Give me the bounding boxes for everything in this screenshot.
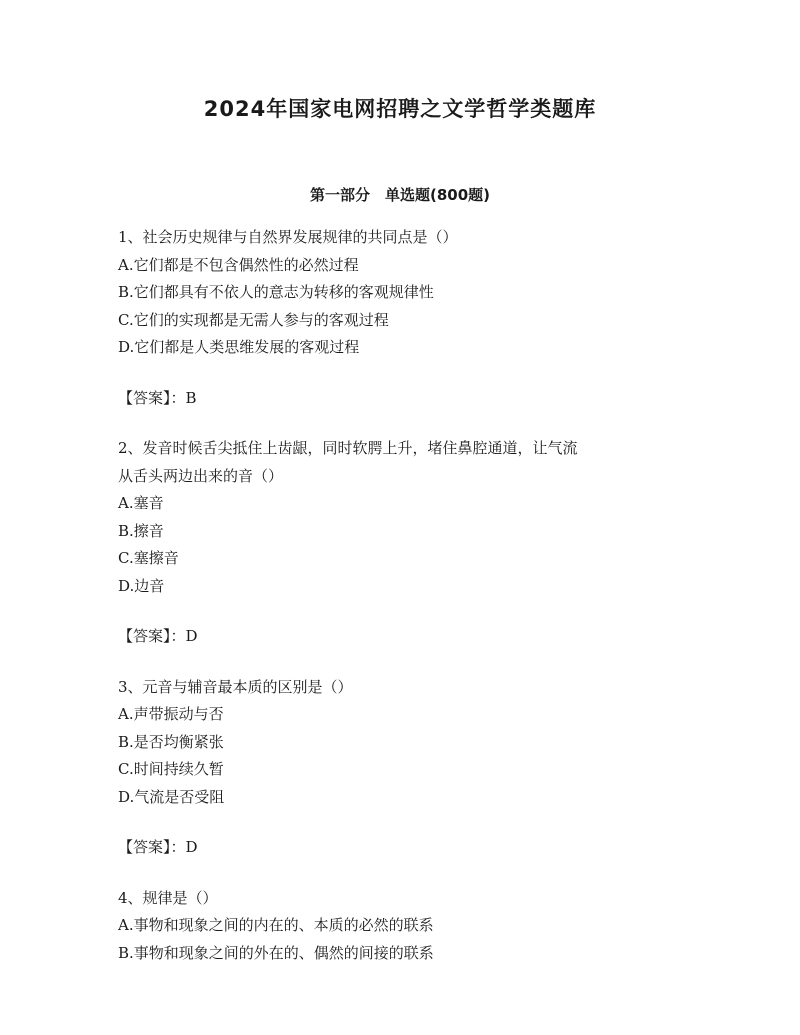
option-c: C.时间持续久暂 bbox=[118, 760, 224, 778]
option-c: C.塞擦音 bbox=[118, 549, 179, 567]
option-b: B.是否均衡紧张 bbox=[118, 732, 224, 751]
answer-line: 【答案】：D bbox=[118, 838, 198, 856]
option-a: A.事物和现象之间的内在的、本质的必然的联系 bbox=[118, 916, 434, 934]
option-b: B.它们都具有不依人的意志为转移的客观规律性 bbox=[118, 283, 434, 301]
question-list bbox=[118, 224, 688, 967]
question-stem: 3、元音与辅音最本质的区别是（） bbox=[118, 677, 353, 696]
question-stem: 4、规律是（） bbox=[118, 888, 218, 907]
option-d: D.气流是否受阻 bbox=[118, 787, 225, 806]
option-d: D.边音 bbox=[118, 576, 165, 595]
question-item bbox=[118, 435, 688, 651]
option-d: D.它们都是人类思维发展的客观过程 bbox=[118, 338, 360, 356]
option-b: B.事物和现象之间的外在的、偶然的间接的联系 bbox=[118, 943, 434, 962]
option-a: A.它们都是不包含偶然性的必然过程 bbox=[118, 255, 359, 274]
option-a: A.塞音 bbox=[118, 494, 164, 512]
question-stem: 1、社会历史规律与自然界发展规律的共同点是（） bbox=[118, 228, 458, 246]
document-title: 2024年国家电网招聘之文学哲学类题库 bbox=[203, 97, 597, 121]
question-item bbox=[118, 674, 688, 862]
question-stem-continued: 从舌头两边出来的音（） bbox=[118, 466, 284, 485]
question-stem: 2、发音时候舌尖抵住上齿龈，同时软腭上升，堵住鼻腔通道，让气流 bbox=[118, 439, 578, 457]
option-c: C.它们的实现都是无需人参与的客观过程 bbox=[118, 310, 389, 329]
question-item bbox=[118, 885, 688, 968]
question-item bbox=[118, 224, 688, 412]
option-a: A.声带振动与否 bbox=[118, 705, 224, 723]
answer-line: 【答案】：D bbox=[118, 627, 198, 645]
option-b: B.擦音 bbox=[118, 521, 164, 540]
answer-line: 【答案】：B bbox=[118, 388, 197, 407]
section-title: 第一部分 单选题(800题) bbox=[309, 186, 491, 204]
